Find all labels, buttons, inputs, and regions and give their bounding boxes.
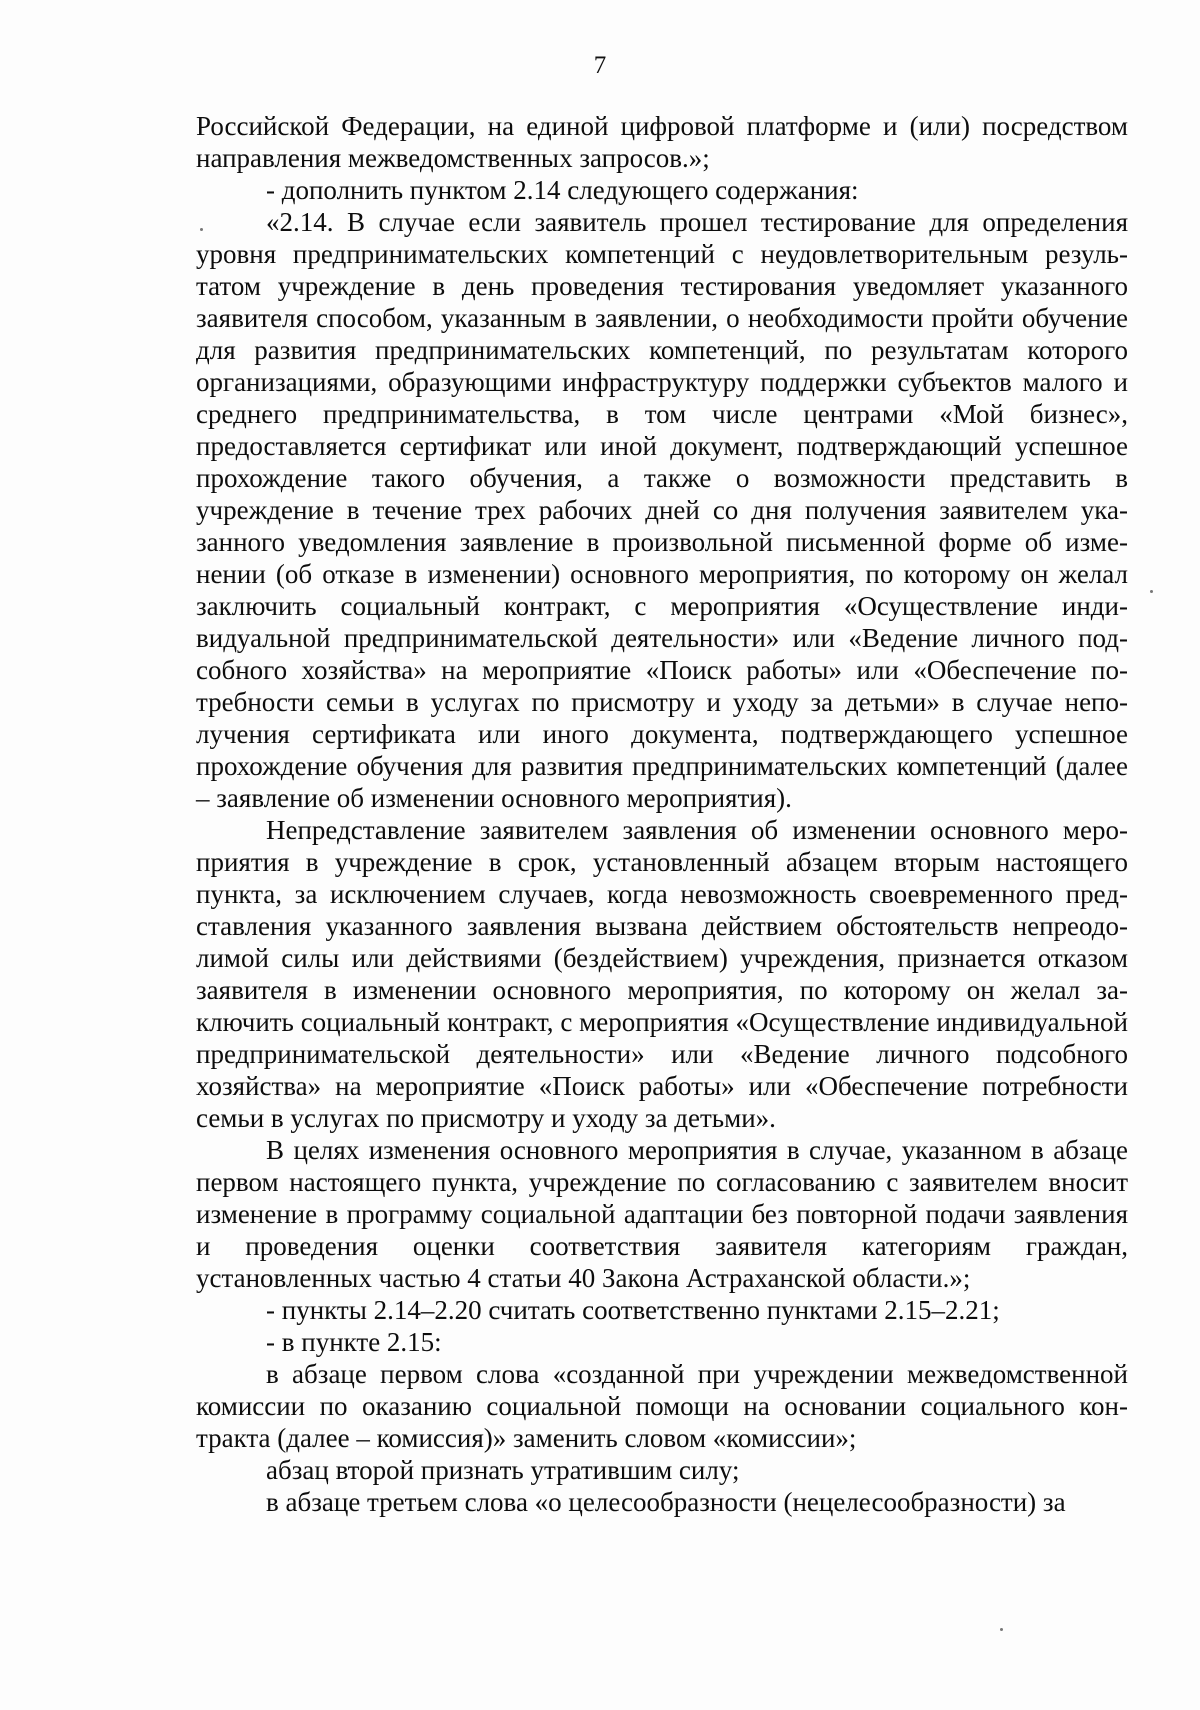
paragraph-renumber-points: - пункты 2.14–2.20 считать соответственно пунктами 2.15–2.21; — [266, 1295, 1000, 1325]
paragraph-first-abzac: в абзаце первом слова «созданной при учреждении межведомственной комиссии по оказанию социальной помощи на основании социального контракта (далее – комиссия)» заменить словом «комиссии»; — [196, 1359, 1128, 1453]
paragraph-amendment-add-2-14: - дополнить пунктом 2.14 следующего содержания: — [266, 175, 859, 205]
paragraph-2-14-text: «2.14. В случае если заявитель прошел тестирование для определения уровня предпринимательских компетенций с неудовлетворительным результатом учреждение в день проведения тестирования уведомляет указанного заявителя способом, указанным в заявлении, о необходимости пройти обучение для развития предпринимательских компетенций, по результатам которого организациями, образующими инфраструктуру поддержки субъектов малого и среднего предпринимательства, в том числе центрами «Мой бизнес», предоставляется сертификат или иной документ, подтверждающий успешное прохождение такого обучения, а также о возможности представить в учреждение в течение трех рабочих дней со дня получения заявителем указанного уведомления заявление в произвольной письменной форме об изменении (об отказе в изменении) основного мероприятия, по которому он желал заключить социальный контракт, с мероприятия «Осуществление индивидуальной предпринимательской деятельности» или «Ведение личного подсобного хозяйства» на мероприятие «Поиск работы» или «Обеспечение потребности семьи в услугах по присмотру и уходу за детьми» в случае неполучения сертификата или иного документа, подтверждающего успешное прохождение обучения для развития предпринимательских компетенций (далее – заявление об изменении основного мероприятия). — [196, 207, 1128, 813]
paragraph-continuation: Российской Федерации, на единой цифровой платформе и (или) посредством направления межведомственных запросов.»; — [196, 111, 1128, 173]
page-number: 7 — [593, 52, 607, 79]
paragraph-third-abzac: в абзаце третьем слова «о целесообразности (нецелесообразности) за — [266, 1487, 1066, 1517]
paragraph-second-abzac: абзац второй признать утратившим силу; — [266, 1455, 740, 1485]
paragraph-point-2-15: - в пункте 2.15: — [266, 1327, 442, 1357]
paragraph-non-submission: Непредставление заявителем заявления об изменении основного мероприятия в учреждение в срок, установленный абзацем вторым настоящего пункта, за исключением случаев, когда невозможность своевременного представления указанного заявления вызвана действием обстоятельств непреодолимой силы или действиями (бездействием) учреждения, признается отказом заявителя в изменении основного мероприятия, по которому он желал заключить социальный контракт, с мероприятия «Осуществление индивидуальной предпринимательской деятельности» или «Ведение личного подсобного хозяйства» на мероприятие «Поиск работы» или «Обеспечение потребности семьи в услугах по присмотру и уходу за детьми». — [196, 815, 1128, 1133]
document-body — [196, 110, 1128, 1518]
scan-speck — [1000, 1628, 1003, 1631]
scan-speck — [200, 228, 203, 231]
paragraph-change-program: В целях изменения основного мероприятия в случае, указанном в абзаце первом настоящего пункта, учреждение по согласованию с заявителем вносит изменение в программу социальной адаптации без повторной подачи заявления и проведения оценки соответствия заявителя категориям граждан, установленных частью 4 статьи 40 Закона Астраханской области.»; — [196, 1135, 1128, 1293]
scan-speck — [1150, 590, 1153, 593]
